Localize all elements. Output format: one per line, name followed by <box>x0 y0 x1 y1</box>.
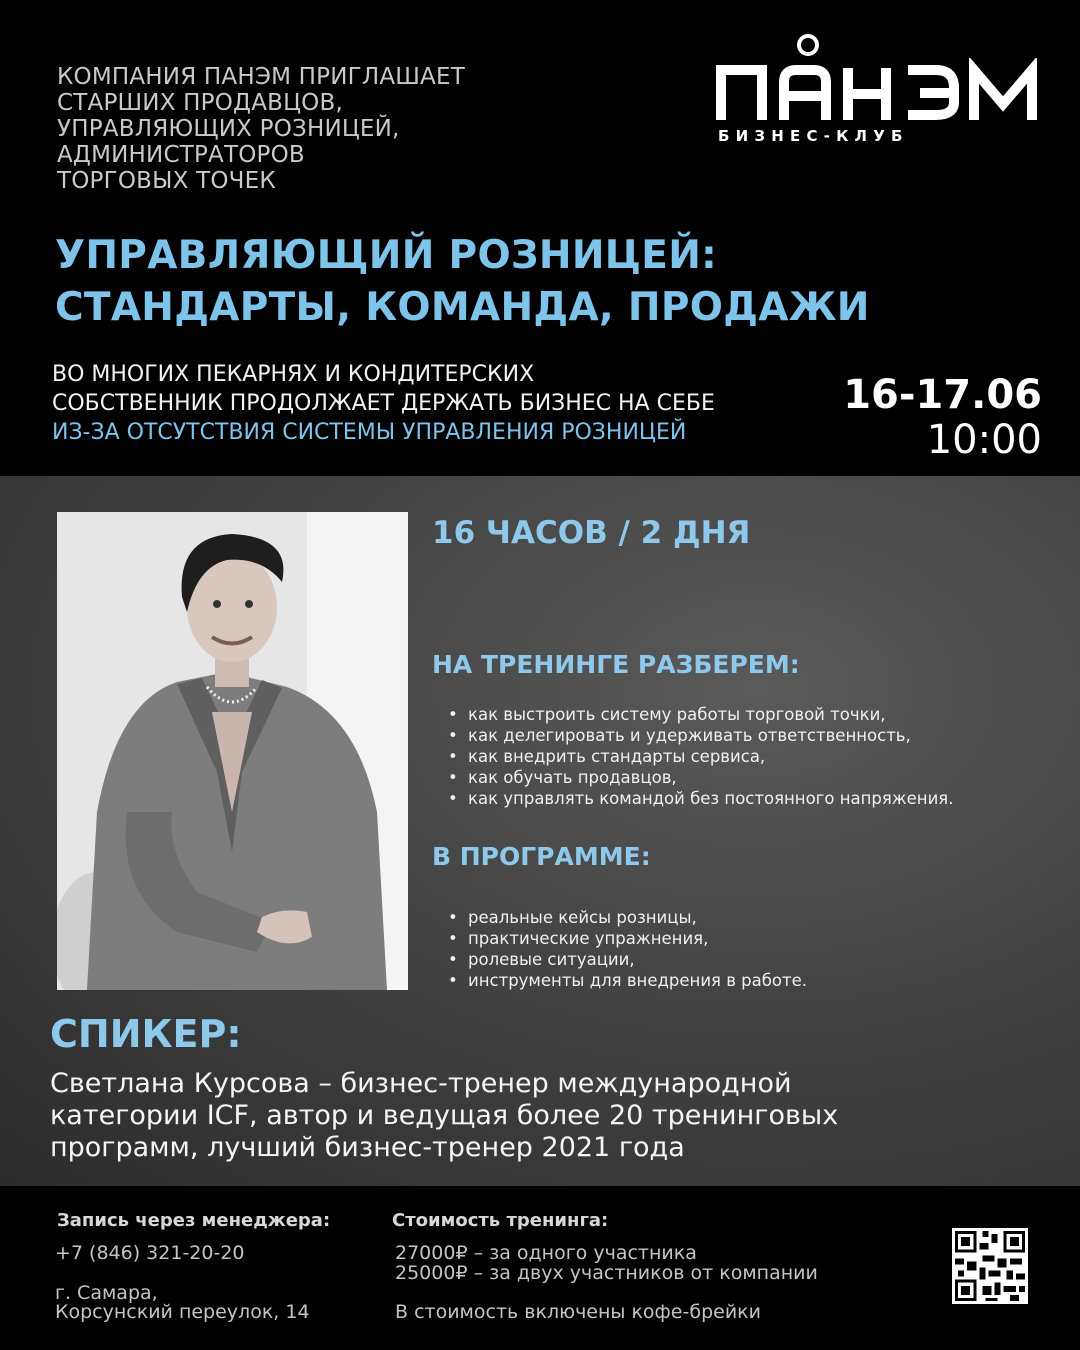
speaker-title: СПИКЕР: <box>50 1012 242 1056</box>
invite-line: УПРАВЛЯЮЩИХ РОЗНИЦЕЙ, <box>57 116 400 142</box>
lead-line-accent: ИЗ-ЗА ОТСУТСТВИЯ СИСТЕМЫ УПРАВЛЕНИЯ РОЗНИЦЕЙ <box>52 420 687 445</box>
address-line: Корсунский переулок, 14 <box>55 1301 310 1323</box>
list-item: • как управлять командой без постоянного напряжения. <box>448 788 953 809</box>
headline-line: УПРАВЛЯЮЩИЙ РОЗНИЦЕЙ: <box>55 233 718 278</box>
list-item: • инструменты для внедрения в работе. <box>448 970 807 991</box>
invite-line: КОМПАНИЯ ПАНЭМ ПРИГЛАШАЕТ <box>57 64 465 90</box>
logo-subtitle: БИЗНЕС-КЛУБ <box>718 127 909 145</box>
training-title: НА ТРЕНИНГЕ РАЗБЕРЕМ: <box>432 650 800 679</box>
event-date <box>843 372 1042 462</box>
speaker-line: Светлана Курсова – бизнес-тренер международной <box>50 1068 792 1099</box>
logo-ring-icon <box>797 34 819 56</box>
event-dates: 16-17.06 <box>843 372 1042 418</box>
speaker-line: программ, лучший бизнес-тренер 2021 года <box>50 1132 685 1163</box>
list-item: • ролевые ситуации, <box>448 949 807 970</box>
lead-line: СОБСТВЕННИК ПРОДОЛЖАЕТ ДЕРЖАТЬ БИЗНЕС НА СЕБЕ <box>52 391 715 416</box>
price-label: Стоимость тренинга: <box>392 1210 609 1231</box>
invite-text <box>57 64 617 194</box>
list-item: • как делегировать и удерживать ответственность, <box>448 725 953 746</box>
list-item: • практические упражнения, <box>448 928 807 949</box>
lead-line: ВО МНОГИХ ПЕКАРНЯХ И КОНДИТЕРСКИХ <box>52 362 535 387</box>
price-single: 27000₽ – за одного участника <box>395 1242 697 1264</box>
invite-line: ТОРГОВЫХ ТОЧЕК <box>57 168 276 194</box>
program-title: В ПРОГРАММЕ: <box>432 842 651 871</box>
invite-line: СТАРШИХ ПРОДАВЦОВ, <box>57 90 343 116</box>
event-time: 10:00 <box>926 417 1042 463</box>
speaker-description <box>50 1068 838 1164</box>
contact-phone[interactable]: +7 (846) 321-20-20 <box>55 1242 245 1264</box>
speaker-photo <box>57 512 408 990</box>
invite-line: АДМИНИСТРАТОРОВ <box>57 142 305 168</box>
address-line: г. Самара, <box>55 1282 158 1304</box>
lead-text <box>52 360 715 447</box>
program-list <box>448 907 807 991</box>
list-item: • как обучать продавцов, <box>448 767 953 788</box>
duration: 16 ЧАСОВ / 2 ДНЯ <box>432 515 751 551</box>
qr-code-icon[interactable] <box>952 1228 1028 1304</box>
price-note: В стоимость включены кофе-брейки <box>395 1301 761 1323</box>
headline <box>55 230 870 334</box>
list-item: • как выстроить систему работы торговой точки, <box>448 704 953 725</box>
list-item: • как внедрить стандарты сервиса, <box>448 746 953 767</box>
contact-label: Запись через менеджера: <box>57 1210 331 1231</box>
headline-line: СТАНДАРТЫ, КОМАНДА, ПРОДАЖИ <box>55 285 870 330</box>
brand-logo <box>716 58 1038 120</box>
speaker-line: категории ICF, автор и ведущая более 20 тренинговых <box>50 1100 839 1131</box>
price-double: 25000₽ – за двух участников от компании <box>395 1262 818 1284</box>
list-item: • реальные кейсы розницы, <box>448 907 807 928</box>
training-list <box>448 704 953 809</box>
